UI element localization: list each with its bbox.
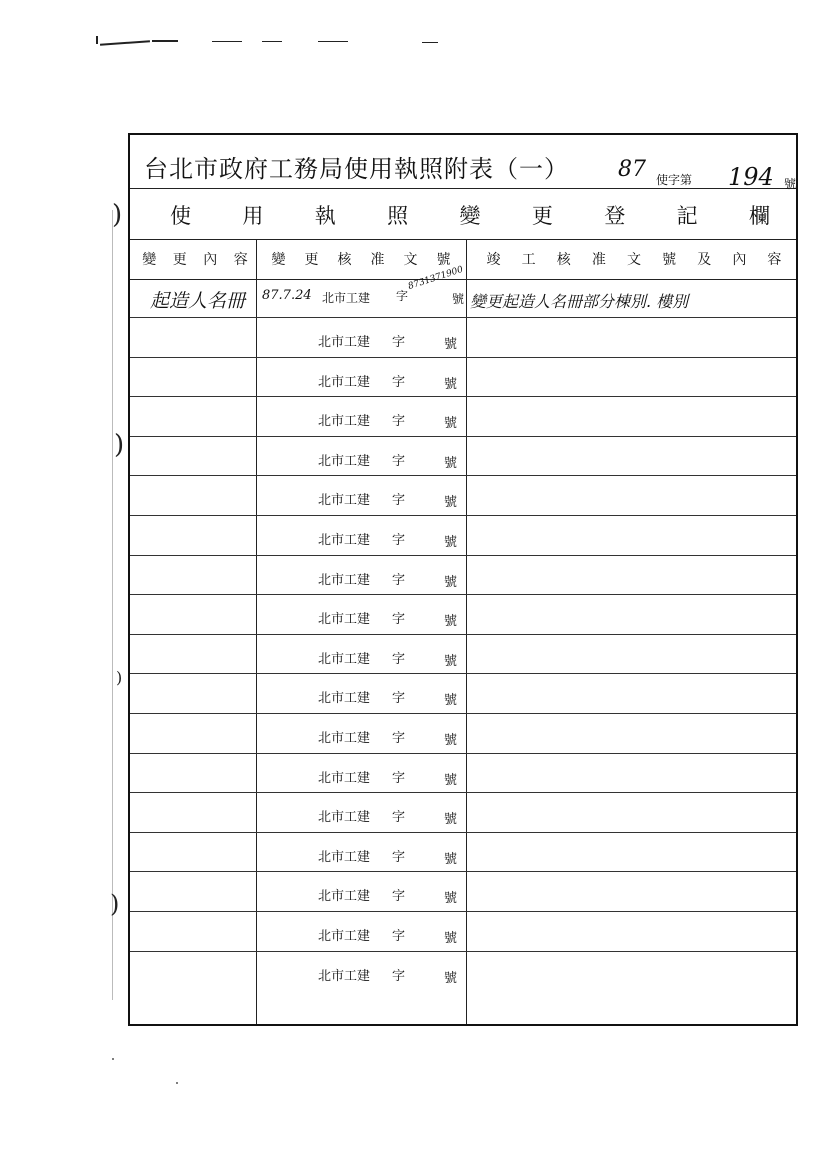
scan-mark — [100, 40, 150, 45]
table-row — [130, 396, 796, 436]
header-char: 文 — [626, 252, 641, 268]
stamp-zi: 字 — [392, 929, 406, 944]
approval-hao: 號 — [452, 292, 465, 306]
header-char: 變 — [142, 252, 157, 268]
stamp-zi: 字 — [392, 335, 406, 350]
stamp-prefix: 北市工建 — [318, 889, 371, 905]
stamp-zi: 字 — [392, 572, 406, 588]
form-subtitle-row — [130, 188, 796, 240]
license-zi-label: 使字第 — [656, 173, 693, 187]
header-char: 號 — [662, 252, 677, 268]
stamp-hao: 號 — [444, 574, 458, 590]
stamp-zi: 字 — [392, 414, 406, 430]
header-char: 更 — [304, 252, 319, 268]
header-char: 文 — [403, 252, 418, 268]
stamp-prefix: 北市工建 — [318, 414, 371, 430]
subtitle-char: 登 — [604, 204, 626, 228]
stamp-hao: 號 — [444, 891, 458, 907]
stamp-prefix: 北市工建 — [318, 691, 371, 707]
binding-mark-paren: ) — [114, 430, 125, 460]
stamp-prefix: 北市工建 — [318, 572, 371, 588]
binding-mark-paren: ) — [116, 668, 123, 687]
column-header-change-content — [134, 239, 256, 279]
column-header-completion-approval — [476, 239, 792, 279]
header-char: 竣 — [486, 252, 501, 268]
stamp-zi: 字 — [392, 770, 406, 786]
approval-doc-no: 8731371900 — [406, 264, 465, 292]
license-number: 194 — [728, 163, 774, 191]
binding-mark-paren: ) — [112, 200, 123, 230]
subtitle-char: 記 — [676, 204, 698, 228]
header-char: 容 — [767, 252, 782, 268]
approval-date: 87.7.24 — [262, 288, 312, 303]
stamp-hao: 號 — [444, 812, 458, 828]
stamp-prefix: 北市工建 — [318, 651, 371, 667]
stamp-hao: 號 — [444, 772, 458, 788]
table-row — [130, 832, 796, 872]
license-year: 87 — [618, 157, 646, 182]
table-row-filled — [130, 264, 796, 317]
scan-mark — [318, 41, 348, 42]
stamp-prefix: 北市工建 — [318, 374, 371, 390]
scan-mark — [422, 42, 438, 43]
subtitle-char: 執 — [314, 204, 336, 228]
table-row — [130, 555, 796, 595]
stamp-prefix: 北市工建 — [318, 493, 371, 509]
binding-mark-paren: ) — [110, 890, 120, 918]
scan-mark — [152, 40, 178, 42]
table-row — [130, 792, 796, 832]
stamp-zi: 字 — [392, 493, 406, 509]
form-title: 台北市政府工務局使用執照附表（一） — [144, 155, 569, 183]
stamp-prefix: 北市工建 — [318, 612, 371, 628]
stamp-prefix: 北市工建 — [318, 453, 371, 469]
stamp-hao: 號 — [444, 376, 458, 392]
subtitle-char: 使 — [170, 204, 191, 228]
subtitle-char: 欄 — [749, 204, 770, 228]
subtitle-char: 用 — [242, 204, 264, 228]
stamp-zi: 字 — [392, 731, 406, 746]
header-char: 准 — [370, 252, 385, 268]
stamp-prefix: 北市工建 — [318, 335, 371, 350]
scan-dot — [176, 1082, 178, 1084]
stamp-hao: 號 — [444, 970, 458, 986]
table-row — [130, 515, 796, 555]
stamp-zi: 字 — [392, 612, 406, 628]
table-row — [130, 317, 796, 357]
column-header-change-approval-no — [262, 239, 460, 279]
stamp-hao: 號 — [444, 614, 458, 630]
stamp-prefix: 北市工建 — [318, 533, 371, 548]
stamp-zi: 字 — [392, 810, 406, 826]
change-content-value: 起造人名冊 — [150, 290, 246, 312]
stamp-hao: 號 — [444, 693, 458, 709]
scan-mark — [212, 41, 242, 42]
header-char: 內 — [732, 252, 747, 268]
completion-content-value: 變更起造人名冊部分棟別. 樓別 — [470, 292, 689, 311]
stamp-zi: 字 — [392, 651, 406, 667]
stamp-hao: 號 — [444, 455, 458, 471]
stamp-zi: 字 — [392, 889, 406, 905]
table-row — [130, 911, 796, 951]
subtitle-char: 更 — [531, 204, 553, 228]
stamp-hao: 號 — [444, 535, 458, 550]
header-char: 更 — [172, 252, 187, 268]
stamp-prefix: 北市工建 — [318, 810, 371, 826]
license-hao-label: 號 — [784, 177, 797, 191]
stamp-prefix: 北市工建 — [318, 929, 371, 944]
stamp-hao: 號 — [444, 653, 458, 669]
stamp-prefix: 北市工建 — [318, 968, 371, 984]
stamp-zi: 字 — [392, 374, 406, 390]
scan-mark — [262, 41, 282, 42]
stamp-hao: 號 — [444, 733, 458, 748]
subtitle-char: 照 — [387, 204, 409, 228]
header-char: 核 — [556, 252, 571, 268]
stamp-hao: 號 — [444, 337, 458, 352]
stamp-prefix: 北市工建 — [318, 731, 371, 746]
stamp-hao: 號 — [444, 495, 458, 511]
scan-mark — [112, 210, 113, 1000]
stamp-zi: 字 — [392, 968, 406, 984]
header-char: 變 — [271, 252, 286, 268]
header-char: 核 — [337, 252, 352, 268]
stamp-zi: 字 — [392, 691, 406, 707]
header-char: 准 — [591, 252, 606, 268]
table-row — [130, 634, 796, 674]
stamp-hao: 號 — [444, 851, 458, 867]
header-char: 及 — [697, 252, 712, 268]
stamp-zi: 字 — [392, 453, 406, 469]
subtitle-char: 變 — [459, 204, 481, 228]
stamp-hao: 號 — [444, 416, 458, 432]
stamp-hao: 號 — [444, 931, 458, 946]
table-row — [130, 357, 796, 397]
header-char: 內 — [203, 252, 218, 268]
table-row — [130, 951, 796, 991]
form-title-row — [130, 135, 796, 189]
stamp-prefix: 北市工建 — [318, 849, 371, 865]
scan-dot — [112, 1058, 114, 1060]
table-row — [130, 594, 796, 634]
table-row — [130, 753, 796, 793]
approval-zi: 字 — [396, 289, 409, 303]
table-row — [130, 673, 796, 713]
license-attachment-form — [128, 133, 798, 1026]
header-char: 工 — [521, 252, 536, 268]
stamp-prefix: 北市工建 — [318, 770, 371, 786]
stamp-zi: 字 — [392, 533, 406, 548]
scan-mark — [96, 36, 98, 44]
header-char: 號 — [436, 252, 451, 268]
table-row — [130, 871, 796, 911]
table-row — [130, 713, 796, 753]
stamp-zi: 字 — [392, 849, 406, 865]
table-row — [130, 436, 796, 476]
approval-prefix: 北市工建 — [322, 291, 371, 305]
form-subtitle — [170, 200, 770, 230]
table-row — [130, 475, 796, 515]
header-char: 容 — [233, 252, 248, 268]
